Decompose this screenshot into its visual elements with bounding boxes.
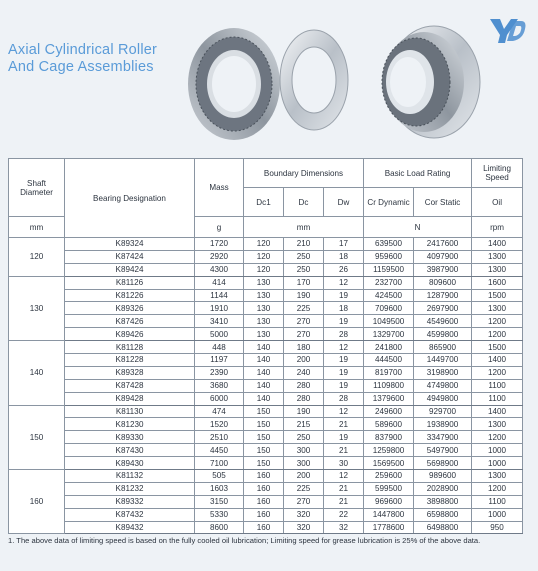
cr-cell: 424500 <box>364 289 414 302</box>
mass-cell: 6000 <box>195 392 244 405</box>
mass-cell: 1720 <box>195 238 244 251</box>
cor-cell: 809600 <box>414 276 472 289</box>
cr-cell: 819700 <box>364 366 414 379</box>
oil-cell: 1100 <box>472 495 523 508</box>
dc1-cell: 130 <box>244 315 284 328</box>
oil-cell: 1300 <box>472 302 523 315</box>
cr-cell: 444500 <box>364 354 414 367</box>
designation-cell: K89332 <box>65 495 195 508</box>
table-row <box>9 457 523 470</box>
dc1-cell: 160 <box>244 470 284 483</box>
dw-cell: 17 <box>324 238 364 251</box>
cr-cell: 1259800 <box>364 444 414 457</box>
dw-cell: 19 <box>324 289 364 302</box>
cr-cell: 589600 <box>364 418 414 431</box>
table-row <box>9 250 523 263</box>
dw-cell: 19 <box>324 379 364 392</box>
dc1-cell: 150 <box>244 405 284 418</box>
table-row <box>9 470 523 483</box>
dc-cell: 270 <box>284 328 324 341</box>
dc1-cell: 130 <box>244 276 284 289</box>
cr-cell: 232700 <box>364 276 414 289</box>
spec-table-body <box>9 238 523 534</box>
dc1-cell: 120 <box>244 263 284 276</box>
header-boundary-dimensions: Boundary Dimensions <box>244 159 364 188</box>
table-row <box>9 289 523 302</box>
dc1-cell: 150 <box>244 444 284 457</box>
oil-cell: 1500 <box>472 341 523 354</box>
oil-cell: 1000 <box>472 457 523 470</box>
designation-cell: K87426 <box>65 315 195 328</box>
designation-cell: K87428 <box>65 379 195 392</box>
mass-cell: 1197 <box>195 354 244 367</box>
oil-cell: 1400 <box>472 238 523 251</box>
mass-cell: 414 <box>195 276 244 289</box>
dc-cell: 250 <box>284 263 324 276</box>
oil-cell: 1300 <box>472 470 523 483</box>
cage-assembly-photo <box>188 28 280 140</box>
shaft-diameter-cell: 140 <box>9 341 65 405</box>
dc1-cell: 160 <box>244 508 284 521</box>
header-cor-static: Cor Static <box>414 188 472 217</box>
assembled-bearing-photo <box>382 26 480 138</box>
dc1-cell: 130 <box>244 289 284 302</box>
page-title <box>8 42 157 76</box>
oil-cell: 1100 <box>472 379 523 392</box>
mass-cell: 3150 <box>195 495 244 508</box>
oil-cell: 1200 <box>472 482 523 495</box>
dc1-cell: 140 <box>244 392 284 405</box>
cor-cell: 5698900 <box>414 457 472 470</box>
shaft-diameter-cell: 160 <box>9 470 65 534</box>
cr-cell: 639500 <box>364 238 414 251</box>
dc-cell: 190 <box>284 405 324 418</box>
title-line-1: Axial Cylindrical Roller <box>8 42 158 58</box>
dw-cell: 12 <box>324 276 364 289</box>
mass-cell: 8600 <box>195 521 244 534</box>
cor-cell: 865900 <box>414 341 472 354</box>
designation-cell: K81126 <box>65 276 195 289</box>
oil-cell: 1100 <box>472 392 523 405</box>
dw-cell: 12 <box>324 470 364 483</box>
dc-cell: 300 <box>284 444 324 457</box>
table-row <box>9 444 523 457</box>
table-row <box>9 263 523 276</box>
brand-logo <box>487 11 527 45</box>
shaft-diameter-cell: 150 <box>9 405 65 469</box>
cor-cell: 2028900 <box>414 482 472 495</box>
unit-load: N <box>364 217 472 238</box>
header-mass: Mass <box>195 159 244 217</box>
dw-cell: 32 <box>324 521 364 534</box>
dc-cell: 200 <box>284 470 324 483</box>
mass-cell: 448 <box>195 341 244 354</box>
dc-cell: 180 <box>284 341 324 354</box>
table-row <box>9 315 523 328</box>
table-row <box>9 238 523 251</box>
dc-cell: 210 <box>284 238 324 251</box>
dw-cell: 19 <box>324 354 364 367</box>
dc1-cell: 120 <box>244 238 284 251</box>
cr-cell: 259600 <box>364 470 414 483</box>
oil-cell: 1300 <box>472 418 523 431</box>
table-row <box>9 341 523 354</box>
thrust-washer-photo <box>280 30 348 130</box>
dw-cell: 18 <box>324 302 364 315</box>
mass-cell: 7100 <box>195 457 244 470</box>
title-line-2: And Cage Assemblies <box>8 59 154 75</box>
dw-cell: 12 <box>324 405 364 418</box>
cor-cell: 6498800 <box>414 521 472 534</box>
dc-cell: 250 <box>284 250 324 263</box>
dc1-cell: 160 <box>244 495 284 508</box>
dc1-cell: 130 <box>244 328 284 341</box>
dc-cell: 280 <box>284 379 324 392</box>
mass-cell: 5330 <box>195 508 244 521</box>
dw-cell: 19 <box>324 431 364 444</box>
dw-cell: 28 <box>324 392 364 405</box>
mass-cell: 5000 <box>195 328 244 341</box>
dc-cell: 250 <box>284 431 324 444</box>
bearing-spec-table <box>8 158 523 534</box>
mass-cell: 1520 <box>195 418 244 431</box>
header-limiting-speed: Limiting Speed <box>472 159 523 188</box>
designation-cell: K81128 <box>65 341 195 354</box>
oil-cell: 1200 <box>472 328 523 341</box>
dw-cell: 21 <box>324 444 364 457</box>
dw-cell: 19 <box>324 315 364 328</box>
dw-cell: 18 <box>324 250 364 263</box>
designation-cell: K89324 <box>65 238 195 251</box>
mass-cell: 1910 <box>195 302 244 315</box>
dc-cell: 225 <box>284 482 324 495</box>
cr-cell: 249600 <box>364 405 414 418</box>
oil-cell: 1200 <box>472 431 523 444</box>
mass-cell: 4300 <box>195 263 244 276</box>
header-basic-load-rating: Basic Load Rating <box>364 159 472 188</box>
dw-cell: 22 <box>324 508 364 521</box>
designation-cell: K81132 <box>65 470 195 483</box>
dc1-cell: 160 <box>244 482 284 495</box>
dc-cell: 270 <box>284 315 324 328</box>
oil-cell: 1500 <box>472 289 523 302</box>
designation-cell: K81226 <box>65 289 195 302</box>
mass-cell: 1144 <box>195 289 244 302</box>
dc1-cell: 150 <box>244 431 284 444</box>
mass-cell: 3680 <box>195 379 244 392</box>
dc-cell: 200 <box>284 354 324 367</box>
mass-cell: 4450 <box>195 444 244 457</box>
dc1-cell: 140 <box>244 341 284 354</box>
table-row <box>9 405 523 418</box>
dc-cell: 225 <box>284 302 324 315</box>
cr-cell: 1159500 <box>364 263 414 276</box>
dc1-cell: 160 <box>244 521 284 534</box>
header-dc1: Dc1 <box>244 188 284 217</box>
mass-cell: 474 <box>195 405 244 418</box>
cor-cell: 4097900 <box>414 250 472 263</box>
header-designation: Bearing Designation <box>65 159 195 238</box>
table-row <box>9 276 523 289</box>
dc-cell: 270 <box>284 495 324 508</box>
dw-cell: 21 <box>324 418 364 431</box>
table-row <box>9 366 523 379</box>
designation-cell: K81130 <box>65 405 195 418</box>
table-row <box>9 354 523 367</box>
unit-mass: g <box>195 217 244 238</box>
table-row <box>9 379 523 392</box>
oil-cell: 1600 <box>472 276 523 289</box>
dw-cell: 21 <box>324 482 364 495</box>
footnote: 1. The above data of limiting speed is based on the fully cooled oil lubrication; Limiting speed for grease lubrication is 25% of the above data. <box>8 536 481 545</box>
cr-cell: 1447800 <box>364 508 414 521</box>
cor-cell: 4949800 <box>414 392 472 405</box>
oil-cell: 950 <box>472 521 523 534</box>
table-row <box>9 392 523 405</box>
cr-cell: 1778600 <box>364 521 414 534</box>
designation-cell: K87432 <box>65 508 195 521</box>
mass-cell: 1603 <box>195 482 244 495</box>
table-row <box>9 328 523 341</box>
dc1-cell: 140 <box>244 354 284 367</box>
designation-cell: K89326 <box>65 302 195 315</box>
cr-cell: 709600 <box>364 302 414 315</box>
cor-cell: 2417600 <box>414 238 472 251</box>
header-dc: Dc <box>284 188 324 217</box>
dc-cell: 280 <box>284 392 324 405</box>
dw-cell: 28 <box>324 328 364 341</box>
oil-cell: 1000 <box>472 508 523 521</box>
mass-cell: 2920 <box>195 250 244 263</box>
designation-cell: K81232 <box>65 482 195 495</box>
dw-cell: 21 <box>324 495 364 508</box>
oil-cell: 1000 <box>472 444 523 457</box>
designation-cell: K81230 <box>65 418 195 431</box>
oil-cell: 1200 <box>472 366 523 379</box>
dc-cell: 240 <box>284 366 324 379</box>
dc-cell: 320 <box>284 521 324 534</box>
oil-cell: 1400 <box>472 354 523 367</box>
unit-shaft: mm <box>9 217 65 238</box>
oil-cell: 1300 <box>472 263 523 276</box>
cr-cell: 241800 <box>364 341 414 354</box>
cr-cell: 1569500 <box>364 457 414 470</box>
designation-cell: K87430 <box>65 444 195 457</box>
oil-cell: 1200 <box>472 315 523 328</box>
header-cr-dynamic: Cr Dynamic <box>364 188 414 217</box>
cor-cell: 3198900 <box>414 366 472 379</box>
dc-cell: 320 <box>284 508 324 521</box>
dc1-cell: 150 <box>244 457 284 470</box>
oil-cell: 1300 <box>472 250 523 263</box>
cr-cell: 959600 <box>364 250 414 263</box>
cr-cell: 1109800 <box>364 379 414 392</box>
cr-cell: 1379600 <box>364 392 414 405</box>
cr-cell: 837900 <box>364 431 414 444</box>
dc-cell: 300 <box>284 457 324 470</box>
cor-cell: 1287900 <box>414 289 472 302</box>
mass-cell: 3410 <box>195 315 244 328</box>
designation-cell: K89428 <box>65 392 195 405</box>
designation-cell: K89432 <box>65 521 195 534</box>
designation-cell: K89328 <box>65 366 195 379</box>
dc1-cell: 140 <box>244 379 284 392</box>
dw-cell: 26 <box>324 263 364 276</box>
shaft-diameter-cell: 120 <box>9 238 65 277</box>
table-row <box>9 482 523 495</box>
cor-cell: 1449700 <box>414 354 472 367</box>
designation-cell: K89330 <box>65 431 195 444</box>
dc1-cell: 150 <box>244 418 284 431</box>
mass-cell: 2390 <box>195 366 244 379</box>
header-dw: Dw <box>324 188 364 217</box>
cr-cell: 1049500 <box>364 315 414 328</box>
unit-speed: rpm <box>472 217 523 238</box>
designation-cell: K89424 <box>65 263 195 276</box>
designation-cell: K81228 <box>65 354 195 367</box>
dc1-cell: 140 <box>244 366 284 379</box>
cor-cell: 4749800 <box>414 379 472 392</box>
cor-cell: 6598800 <box>414 508 472 521</box>
dw-cell: 30 <box>324 457 364 470</box>
cr-cell: 599500 <box>364 482 414 495</box>
cr-cell: 1329700 <box>364 328 414 341</box>
dw-cell: 12 <box>324 341 364 354</box>
dc1-cell: 120 <box>244 250 284 263</box>
mass-cell: 505 <box>195 470 244 483</box>
designation-cell: K87424 <box>65 250 195 263</box>
table-row <box>9 431 523 444</box>
table-row <box>9 508 523 521</box>
designation-cell: K89430 <box>65 457 195 470</box>
shaft-diameter-cell: 130 <box>9 276 65 340</box>
table-row <box>9 418 523 431</box>
header-shaft-diameter: Shaft Diameter <box>9 159 65 217</box>
designation-cell: K89426 <box>65 328 195 341</box>
cor-cell: 2697900 <box>414 302 472 315</box>
table-row <box>9 495 523 508</box>
cor-cell: 1938900 <box>414 418 472 431</box>
dc-cell: 190 <box>284 289 324 302</box>
dw-cell: 19 <box>324 366 364 379</box>
dc1-cell: 130 <box>244 302 284 315</box>
header-oil: Oil <box>472 188 523 217</box>
cor-cell: 989600 <box>414 470 472 483</box>
table-row <box>9 521 523 534</box>
cor-cell: 3347900 <box>414 431 472 444</box>
cor-cell: 929700 <box>414 405 472 418</box>
oil-cell: 1400 <box>472 405 523 418</box>
table-row <box>9 302 523 315</box>
cor-cell: 5497900 <box>414 444 472 457</box>
cor-cell: 4549600 <box>414 315 472 328</box>
mass-cell: 2510 <box>195 431 244 444</box>
bearing-product-photos <box>176 12 486 140</box>
unit-dims: mm <box>244 217 364 238</box>
cr-cell: 969600 <box>364 495 414 508</box>
dc-cell: 215 <box>284 418 324 431</box>
cor-cell: 3987900 <box>414 263 472 276</box>
cor-cell: 4599800 <box>414 328 472 341</box>
dc-cell: 170 <box>284 276 324 289</box>
cor-cell: 3898800 <box>414 495 472 508</box>
